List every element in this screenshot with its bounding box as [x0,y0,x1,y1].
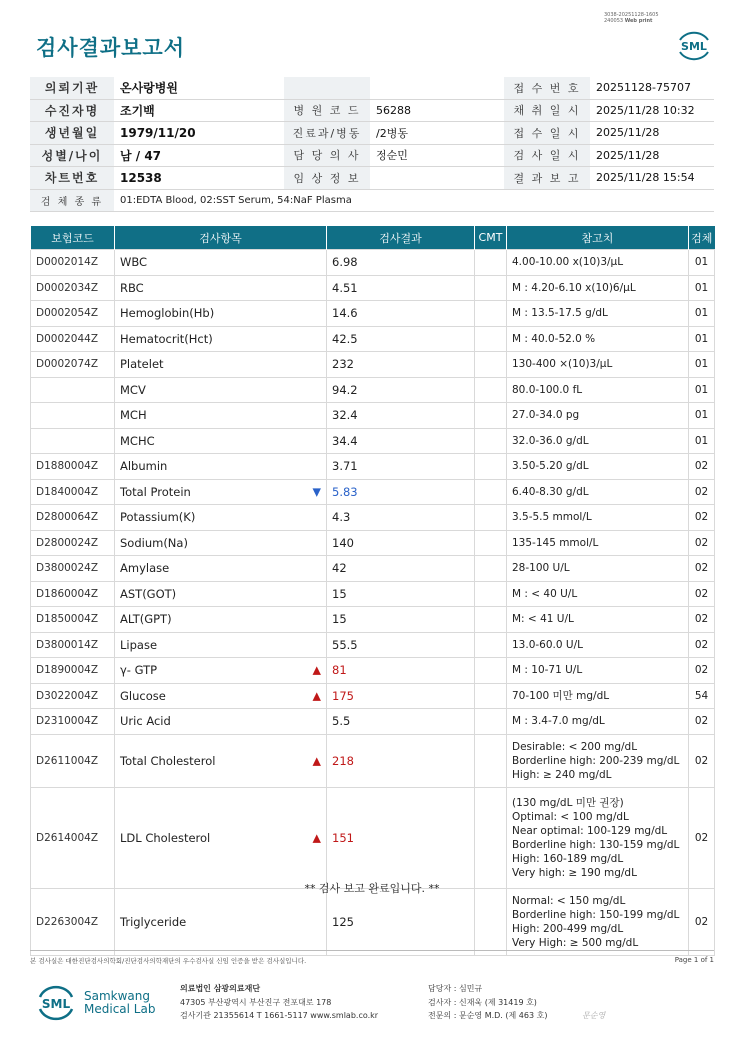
result-item [115,556,327,582]
result-item-name: Potassium(K) [120,510,196,525]
specimen-label: 검 체 종 류 [30,189,114,212]
result-reference: 28-100 U/L [507,556,689,582]
result-item-name: WBC [120,255,148,270]
result-reference: M : 4.20-6.10 x(10)6/μL [507,275,689,301]
result-cmt [475,275,507,301]
result-row [31,428,715,454]
reference-line: (130 mg/dL 미만 권장) [512,796,624,809]
reference-line: Desirable: < 200 mg/dL [512,740,638,753]
info-value: 온사랑병원 [114,77,284,99]
result-code: D1890004Z [31,658,115,684]
result-code: D3800014Z [31,632,115,658]
result-row [31,479,715,505]
info-label: 성별/나이 [30,144,114,167]
result-item-name: Hematocrit(Hct) [120,331,213,346]
info-label: 차트번호 [30,167,114,190]
result-specimen: 02 [689,632,715,658]
result-reference: 4.00-10.00 x(10)3/μL [507,250,689,276]
result-reference [507,734,689,787]
info-row [30,144,714,167]
result-cmt [475,581,507,607]
result-reference: 80.0-100.0 fL [507,377,689,403]
result-specimen: 02 [689,787,715,888]
reference-line: Borderline high: 150-199 mg/dL [512,908,680,921]
result-reference: 130-400 ×(10)3/μL [507,352,689,378]
result-row [31,403,715,429]
result-cmt [475,479,507,505]
result-item [115,734,327,787]
result-code: D0002054Z [31,301,115,327]
result-value: 15 [327,607,475,633]
result-row [31,888,715,955]
result-value: 140 [327,530,475,556]
result-reference: 13.0-60.0 U/L [507,632,689,658]
result-item-name: Triglyceride [120,914,187,929]
reference-line: Borderline high: 200-239 mg/dL [512,754,680,767]
document-id [604,12,659,24]
result-item [115,479,327,505]
info-value: 2025/11/28 [590,122,714,145]
result-row [31,454,715,480]
info-label: 임 상 정 보 [284,167,370,190]
result-value: 5.5 [327,709,475,735]
result-value: 55.5 [327,632,475,658]
info-label: 접 수 번 호 [504,77,590,99]
reference-line: High: 160-189 mg/dL [512,852,624,865]
result-item-name: Hemoglobin(Hb) [120,306,215,321]
high-flag-icon: ▲ [312,689,321,703]
brand-name [84,990,155,1016]
result-item [115,403,327,429]
result-code: D1850004Z [31,607,115,633]
result-item-name: LDL Cholesterol [120,830,211,845]
result-code: D1840004Z [31,479,115,505]
info-row [30,167,714,190]
result-specimen: 01 [689,403,715,429]
result-code: D3022004Z [31,683,115,709]
info-label: 채 취 일 시 [504,99,590,122]
header-cmt: CMT [475,226,507,250]
result-row [31,505,715,531]
high-flag-icon: ▲ [312,831,321,844]
result-specimen: 54 [689,683,715,709]
result-cmt [475,683,507,709]
accreditation-note: 본 검사실은 대한진단검사의학회/진단검사의학재단의 우수검사실 신임 인증을 받은 검사실입니다. [30,957,307,965]
result-specimen: 01 [689,275,715,301]
result-row [31,787,715,888]
staff-tester: 검사자 : 신재욱 (제 31419 호) [428,997,537,1007]
report-title: 검사결과보고서 [36,36,186,60]
result-code: D1860004Z [31,581,115,607]
result-row [31,658,715,684]
result-reference [507,888,689,955]
result-cmt [475,403,507,429]
result-value: 3.71 [327,454,475,480]
result-specimen: 01 [689,301,715,327]
org-contact: 검사기관 21355614 T 1661-5117 www.smlab.co.kr [180,1011,379,1020]
result-value: 14.6 [327,301,475,327]
result-specimen: 02 [689,888,715,955]
result-item [115,888,327,955]
org-name: 의료법인 삼광의료재단 [180,984,261,993]
result-item [115,454,327,480]
info-value: 2025/11/28 10:32 [590,99,714,122]
brand-line1: Samkwang [84,989,150,1003]
result-item-name: MCV [120,382,146,397]
result-cmt [475,632,507,658]
result-reference: 70-100 미만 mg/dL [507,683,689,709]
result-specimen: 01 [689,326,715,352]
result-code: D2611004Z [31,734,115,787]
patient-info-table [30,77,714,212]
reference-line: Very high: ≥ 190 mg/dL [512,866,637,879]
result-specimen: 02 [689,454,715,480]
result-reference: 6.40-8.30 g/dL [507,479,689,505]
info-value: 12538 [114,167,284,190]
result-row [31,581,715,607]
results-table [30,226,715,956]
result-specimen: 02 [689,505,715,531]
info-label: 결 과 보 고 [504,167,590,190]
result-row [31,632,715,658]
result-reference: 3.5-5.5 mmol/L [507,505,689,531]
result-code: D3800024Z [31,556,115,582]
result-reference: M : 10-71 U/L [507,658,689,684]
result-code [31,377,115,403]
result-item-name: Total Cholesterol [120,753,216,768]
result-item [115,326,327,352]
result-item [115,607,327,633]
result-value: 81 [327,658,475,684]
header-specimen: 검체 [689,226,715,250]
result-item [115,658,327,684]
info-value [370,77,504,99]
results-header-row [31,226,715,250]
result-value: 34.4 [327,428,475,454]
result-code: D2263004Z [31,888,115,955]
result-cmt [475,658,507,684]
result-code: D2800024Z [31,530,115,556]
header-result: 검사결과 [327,226,475,250]
result-row [31,377,715,403]
result-reference [507,787,689,888]
result-code: D0002034Z [31,275,115,301]
result-row [31,250,715,276]
result-item [115,683,327,709]
result-value: 32.4 [327,403,475,429]
info-label: 담 당 의 사 [284,144,370,167]
result-cmt [475,787,507,888]
info-value: 20251128-75707 [590,77,714,99]
low-flag-icon: ▼ [312,485,321,499]
reference-line: Borderline high: 130-159 mg/dL [512,838,680,851]
result-value: 175 [327,683,475,709]
result-value: 94.2 [327,377,475,403]
info-value: 조기백 [114,99,284,122]
result-item-name: Albumin [120,459,168,474]
logo-text: SML [681,40,707,53]
signature: 문순영 [582,1011,606,1020]
header-item: 검사항목 [115,226,327,250]
result-item [115,377,327,403]
result-item-name: Total Protein [120,484,191,499]
result-item [115,709,327,735]
organization-info [180,982,378,1023]
result-code: D0002044Z [31,326,115,352]
result-specimen: 02 [689,658,715,684]
result-item-name: Platelet [120,357,164,372]
info-value: 1979/11/20 [114,122,284,145]
result-cmt [475,326,507,352]
result-row [31,352,715,378]
result-cmt [475,352,507,378]
info-value: 56288 [370,99,504,122]
result-cmt [475,888,507,955]
result-value: 5.83 [327,479,475,505]
result-row [31,709,715,735]
result-cmt [475,428,507,454]
result-code: D2310004Z [31,709,115,735]
result-specimen: 01 [689,352,715,378]
org-address: 47305 부산광역시 부산진구 전포대로 178 [180,997,332,1007]
info-value: 정순민 [370,144,504,167]
result-value: 218 [327,734,475,787]
result-row [31,683,715,709]
sml-logo-icon [674,26,714,64]
result-cmt [475,530,507,556]
sml-logo-bottom-icon [36,982,76,1022]
document-id-line1: 3038-20251128-1605 [604,12,659,18]
result-code: D1880004Z [31,454,115,480]
result-item-name: Glucose [120,688,166,703]
result-row [31,275,715,301]
result-specimen: 02 [689,556,715,582]
info-value: 남 / 47 [114,144,284,167]
result-cmt [475,377,507,403]
brand-line2: Medical Lab [84,1002,156,1016]
result-value: 232 [327,352,475,378]
result-code: D2800064Z [31,505,115,531]
result-item [115,250,327,276]
result-specimen: 01 [689,428,715,454]
result-cmt [475,734,507,787]
staff-specialist: 전문의 : 문순영 M.D. (제 463 호) [428,1011,548,1020]
result-cmt [475,607,507,633]
info-row [30,122,714,145]
info-row [30,99,714,122]
result-value: 4.3 [327,505,475,531]
result-specimen: 01 [689,377,715,403]
result-row [31,556,715,582]
completion-note: ** 검사 보고 완료입니다. ** [304,882,440,895]
specimen-row [30,189,714,212]
result-code [31,428,115,454]
high-flag-icon: ▲ [312,754,321,767]
result-reference: 135-145 mmol/L [507,530,689,556]
result-cmt [475,709,507,735]
staff-manager: 담당자 : 심민규 [428,984,483,993]
result-cmt [475,454,507,480]
result-value: 42 [327,556,475,582]
reference-line: Near optimal: 100-129 mg/dL [512,824,668,837]
result-item-name: MCHC [120,433,155,448]
result-item-name: AST(GOT) [120,586,177,601]
result-reference: 3.50-5.20 g/dL [507,454,689,480]
result-value: 42.5 [327,326,475,352]
staff-info [428,982,547,1023]
reference-line: High: ≥ 240 mg/dL [512,768,612,781]
result-code: D2614004Z [31,787,115,888]
document-id-line2: 240053 [604,18,624,24]
info-label: 생년월일 [30,122,114,145]
info-label: 병 원 코 드 [284,99,370,122]
result-row [31,301,715,327]
result-specimen: 02 [689,709,715,735]
result-specimen: 02 [689,734,715,787]
result-item [115,352,327,378]
header-code: 보험코드 [31,226,115,250]
result-item [115,275,327,301]
result-cmt [475,505,507,531]
logo-bottom-text: SML [41,997,71,1011]
info-label [284,77,370,99]
info-value [370,167,504,190]
reference-line: Very High: ≥ 500 mg/dL [512,936,639,949]
result-item [115,301,327,327]
result-item-name: RBC [120,280,144,295]
result-row [31,734,715,787]
reference-line: Optimal: < 100 mg/dL [512,810,629,823]
result-item [115,787,327,888]
result-reference: M : 40.0-52.0 % [507,326,689,352]
result-value: 15 [327,581,475,607]
result-cmt [475,301,507,327]
result-specimen: 02 [689,581,715,607]
result-reference: M : < 40 U/L [507,581,689,607]
result-code: D0002014Z [31,250,115,276]
specimen-value: 01:EDTA Blood, 02:SST Serum, 54:NaF Plasma [114,189,714,212]
page-number: Page 1 of 1 [674,956,714,964]
info-label: 진료과/병동 [284,122,370,145]
header-reference: 참고치 [507,226,689,250]
result-item-name: ALT(GPT) [120,612,172,627]
result-code [31,403,115,429]
result-item [115,505,327,531]
result-reference: M : 13.5-17.5 g/dL [507,301,689,327]
info-label: 의뢰기관 [30,77,114,99]
result-value: 125 [327,888,475,955]
result-item-name: γ- GTP [120,663,158,678]
info-label: 접 수 일 시 [504,122,590,145]
result-specimen: 01 [689,250,715,276]
result-value: 4.51 [327,275,475,301]
reference-line: High: 200-499 mg/dL [512,922,624,935]
info-value: /2병동 [370,122,504,145]
result-item [115,581,327,607]
result-reference: 27.0-34.0 pg [507,403,689,429]
footer-divider [30,950,714,951]
web-print-label: Web print [624,18,653,24]
result-cmt [475,250,507,276]
result-item [115,428,327,454]
high-flag-icon: ▲ [312,663,321,677]
result-item-name: MCH [120,408,147,423]
result-specimen: 02 [689,607,715,633]
info-row [30,77,714,99]
result-item-name: Amylase [120,561,170,576]
result-item-name: Lipase [120,637,158,652]
result-reference: 32.0-36.0 g/dL [507,428,689,454]
result-row [31,326,715,352]
result-item [115,530,327,556]
result-item [115,632,327,658]
result-specimen: 02 [689,530,715,556]
result-row [31,607,715,633]
result-code: D0002074Z [31,352,115,378]
info-label: 검 사 일 시 [504,144,590,167]
result-value: 6.98 [327,250,475,276]
result-value: 151 [327,787,475,888]
info-value: 2025/11/28 15:54 [590,167,714,190]
result-row [31,530,715,556]
result-reference: M: < 41 U/L [507,607,689,633]
result-reference: M : 3.4-7.0 mg/dL [507,709,689,735]
info-value: 2025/11/28 [590,144,714,167]
result-item-name: Sodium(Na) [120,535,188,550]
result-specimen: 02 [689,479,715,505]
result-item-name: Uric Acid [120,714,171,729]
reference-line: Normal: < 150 mg/dL [512,894,626,907]
result-cmt [475,556,507,582]
info-label: 수진자명 [30,99,114,122]
